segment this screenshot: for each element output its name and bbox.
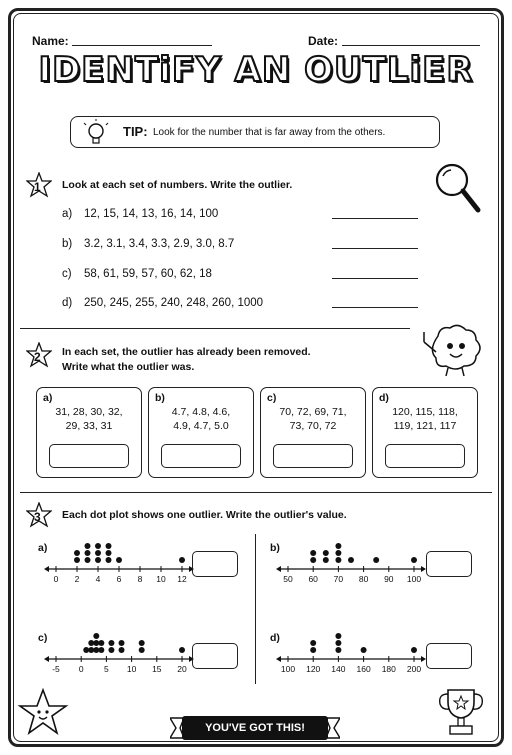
tick-label: 10 [156, 574, 166, 584]
row-a-label: a) [62, 208, 73, 220]
card-c-label: c) [267, 392, 277, 404]
dot-plot-c [44, 622, 194, 678]
data-point [310, 640, 316, 646]
section-1-number: 1 [34, 180, 41, 194]
data-point [108, 647, 114, 653]
left-arrow-icon [44, 656, 49, 662]
brain-mascot-icon [416, 322, 486, 378]
row-c-answer[interactable] [332, 278, 418, 279]
tick-label: 0 [53, 574, 59, 584]
row-b-answer[interactable] [332, 248, 418, 249]
data-point [106, 557, 112, 563]
card-c-answer-box[interactable] [273, 444, 353, 468]
plot-d-answer-box[interactable] [426, 643, 472, 669]
tick-label: 6 [116, 574, 122, 584]
data-point [85, 543, 91, 549]
data-point [139, 647, 145, 653]
tick-label: 100 [406, 574, 422, 584]
tip-text: Look for the number that is far away from the others. [153, 127, 386, 138]
data-point [106, 543, 112, 549]
tick-label: 4 [95, 574, 101, 584]
data-point [98, 640, 104, 646]
data-point [74, 557, 80, 563]
section-divider [20, 328, 410, 329]
tick-label: 140 [331, 664, 346, 674]
dot-plot-a [44, 532, 194, 588]
tick-label: 50 [283, 574, 293, 584]
left-arrow-icon [44, 566, 49, 572]
data-point [335, 550, 341, 556]
card-d-answer-box[interactable] [385, 444, 465, 468]
date-label: Date: [308, 34, 339, 48]
card-a-label: a) [43, 392, 53, 404]
data-point [373, 557, 379, 563]
smiling-star-icon [16, 688, 70, 738]
data-point [411, 557, 417, 563]
row-d-label: d) [62, 297, 73, 309]
row-b-label: b) [62, 238, 73, 250]
data-point [335, 640, 341, 646]
data-point [139, 640, 145, 646]
data-point [179, 647, 185, 653]
tick-label: 8 [137, 574, 143, 584]
card-b [148, 387, 254, 478]
data-point [119, 640, 125, 646]
section-2-instruction-line1: In each set, the outlier has already been removed. [62, 346, 311, 358]
tick-label: 180 [381, 664, 396, 674]
name-label: Name: [32, 34, 69, 48]
section-2-instruction-line2: Write what the outlier was. [62, 361, 195, 373]
tick-label: 200 [406, 664, 422, 674]
section-divider [20, 492, 492, 493]
plot-column-divider [255, 534, 256, 684]
plot-c-answer-box[interactable] [192, 643, 238, 669]
tick-label: 80 [358, 574, 369, 584]
card-d-line1: 120, 115, 118, [392, 406, 458, 418]
tick-label: 5 [104, 664, 109, 674]
card-d-line2: 119, 121, 117 [393, 420, 457, 432]
data-point [411, 647, 417, 653]
row-a-answer[interactable] [332, 218, 418, 219]
data-point [335, 543, 341, 549]
row-d-values: 250, 245, 255, 240, 248, 260, 1000 [84, 297, 264, 309]
card-c-line2: 73, 70, 72 [289, 420, 337, 432]
row-d-answer[interactable] [332, 307, 418, 308]
tick-label: 120 [306, 664, 321, 674]
data-point [85, 557, 91, 563]
data-point [348, 557, 354, 563]
left-arrow-icon [276, 656, 281, 662]
card-d [372, 387, 478, 478]
data-point [335, 633, 341, 639]
card-a [36, 387, 142, 478]
lightbulb-icon [81, 119, 111, 149]
tick-label: 100 [280, 664, 296, 674]
card-c [260, 387, 366, 478]
plot-c-label: c) [38, 632, 48, 644]
data-point [106, 550, 112, 556]
tick-label: 0 [78, 664, 84, 674]
data-point [85, 550, 91, 556]
encouragement-banner: YOU'VE GOT THIS! [205, 722, 305, 734]
plot-d-label: d) [270, 632, 280, 644]
card-a-line2: 29, 33, 31 [65, 420, 113, 432]
card-d-label: d) [379, 392, 389, 404]
plot-b-answer-box[interactable] [426, 551, 472, 577]
tick-label: 2 [74, 574, 80, 584]
date-field[interactable] [342, 45, 480, 46]
section-3-instruction: Each dot plot shows one outlier. Write the outlier's value. [62, 509, 347, 521]
tick-label: 10 [126, 664, 137, 674]
dot-plot-d [276, 622, 426, 678]
tip-label: TIP: [123, 124, 148, 139]
data-point [108, 640, 114, 646]
data-point [310, 647, 316, 653]
plot-a-label: a) [38, 542, 48, 554]
card-a-answer-box[interactable] [49, 444, 129, 468]
magnifying-glass-icon [432, 160, 484, 216]
data-point [335, 557, 341, 563]
trophy-icon [432, 684, 490, 740]
plot-a-answer-box[interactable] [192, 551, 238, 577]
data-point [95, 543, 101, 549]
data-point [323, 557, 329, 563]
data-point [179, 557, 185, 563]
data-point [335, 647, 341, 653]
card-b-answer-box[interactable] [161, 444, 241, 468]
data-point [310, 550, 316, 556]
tick-label: 60 [308, 574, 318, 584]
data-point [119, 647, 125, 653]
tick-label: 160 [356, 664, 371, 674]
dot-plot-b [276, 532, 426, 588]
tick-label: 15 [152, 664, 162, 674]
row-c-label: c) [62, 268, 72, 280]
card-b-line1: 4.7, 4.8, 4.6, [171, 406, 231, 418]
section-1-instruction: Look at each set of numbers. Write the outlier. [62, 179, 293, 191]
data-point [310, 557, 316, 563]
data-point [116, 557, 122, 563]
card-b-label: b) [155, 392, 165, 404]
data-point [323, 550, 329, 556]
data-point [93, 633, 99, 639]
name-field[interactable] [72, 45, 212, 46]
section-2-number: 2 [34, 350, 41, 364]
data-point [74, 550, 80, 556]
section-3-number: 3 [34, 510, 41, 524]
card-b-line2: 4.9, 4.7, 5.0 [173, 420, 229, 432]
tick-label: 90 [384, 574, 394, 584]
data-point [95, 550, 101, 556]
tick-label: -5 [52, 664, 60, 674]
tick-label: 70 [333, 574, 344, 584]
tick-label: 12 [177, 574, 187, 584]
left-arrow-icon [276, 566, 281, 572]
card-c-line1: 70, 72, 69, 71, [279, 406, 347, 418]
worksheet-title: IDENTiFY AN OUTLiER [38, 50, 474, 90]
tip-box [70, 116, 440, 148]
row-c-values: 58, 61, 59, 57, 60, 62, 18 [84, 268, 212, 280]
row-a-values: 12, 15, 14, 13, 16, 14, 100 [84, 208, 219, 220]
plot-b-label: b) [270, 542, 280, 554]
row-b-values: 3.2, 3.1, 3.4, 3.3, 2.9, 3.0, 8.7 [84, 238, 235, 250]
tick-label: 20 [177, 664, 187, 674]
data-point [361, 647, 367, 653]
data-point [95, 557, 101, 563]
card-a-line1: 31, 28, 30, 32, [55, 406, 123, 418]
data-point [98, 647, 104, 653]
